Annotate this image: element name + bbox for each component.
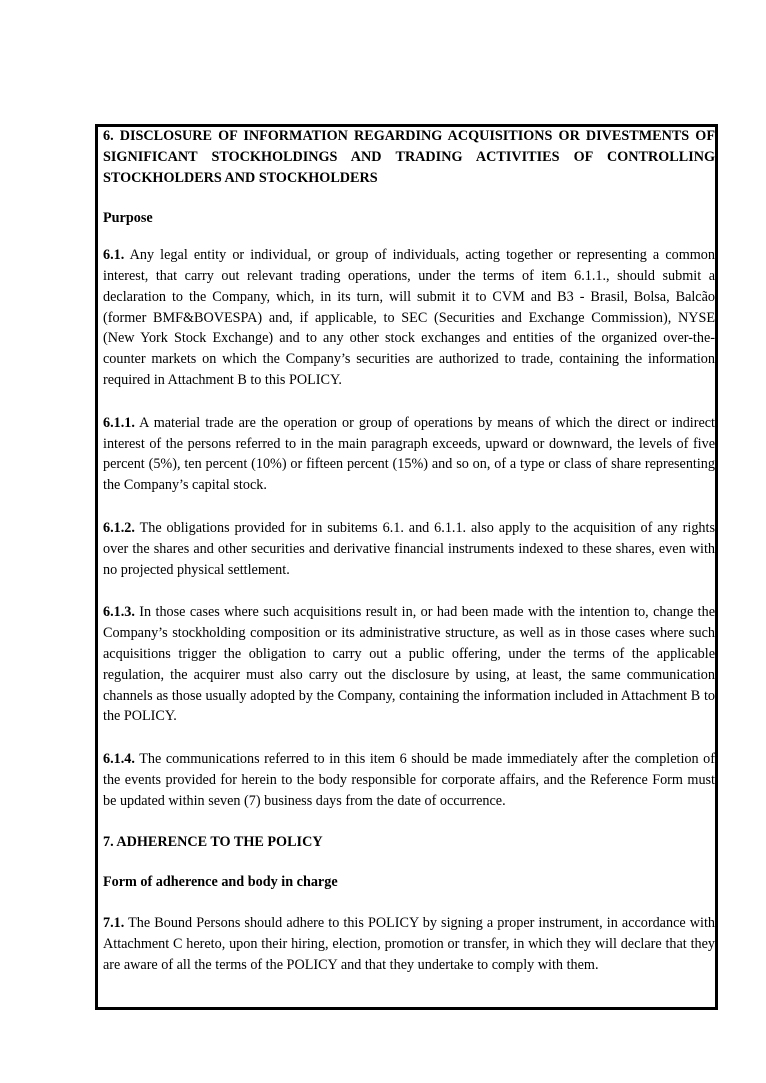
paragraph-text: Any legal entity or individual, or group of individuals, acting together or representing a common interest, that carry out relevant trading operations, under the terms of item 6.1.1., should submit a declaration to the Company, which, in its turn, will submit it to CVM and B3 - Brasil, Bolsa, Balcão (former BMF&BOVESPA) and, if applicable, to SEC (Securities and Exchange Commission), NYSE (New York Stock Exchange) and to any other stock exchanges and entities of the organized over-the-counter markets on which the Company’s securities are authorized to trade, containing the information required in Attachment B to this POLICY. (103, 247, 715, 388)
paragraph-number: 6.1. (103, 247, 125, 264)
section-6-subheading: Purpose (103, 210, 153, 227)
section-6-title: 6. DISCLOSURE OF INFORMATION REGARDING ACQUISITIONS OR DIVESTMENTS OF SIGNIFICANT STOCKHOLDINGS AND TRADING ACTIVITIES OF CONTROLLING STOCKHOLDERS AND STOCKHOLDERS (103, 128, 715, 186)
paragraph-6-1-2 (103, 518, 715, 580)
paragraph-text: A material trade are the operation or group of operations by means of which the direct or indirect interest of the persons referred to in the main paragraph exceeds, upward or downward, the levels of five percent (5%), ten percent (10%) or fifteen percent (15%) and so on, of a type or class of share representing the Company’s capital stock. (103, 414, 715, 494)
section-7-subheading: Form of adherence and body in charge (103, 874, 338, 891)
paragraph-text: The communications referred to in this item 6 should be made immediately after the completion of the events provided for herein to the body responsible for corporate affairs, and the Reference Form must be updated within seven (7) business days from the date of occurrence. (103, 751, 715, 809)
paragraph-number: 6.1.3. (103, 604, 135, 621)
paragraph-number: 6.1.2. (103, 519, 135, 536)
paragraph-7-1 (103, 913, 715, 975)
paragraph-text: The Bound Persons should adhere to this POLICY by signing a proper instrument, in accordance with Attachment C hereto, upon their hiring, election, promotion or transfer, in which they will declare that they are aware of all the terms of the POLICY and that they undertake to comply with them. (103, 915, 715, 973)
paragraph-6-1-4 (103, 749, 715, 811)
paragraph-number: 7.1. (103, 915, 125, 932)
paragraph-6-1 (103, 245, 715, 391)
document-content (103, 126, 715, 976)
section-7-title: 7. ADHERENCE TO THE POLICY (103, 833, 323, 850)
paragraph-6-1-3 (103, 602, 715, 727)
paragraph-text: In those cases where such acquisitions result in, or had been made with the intention to, change the Company’s stockholding composition or its administrative structure, as well as in those cases where such acquisitions trigger the obligation to carry out a public offering, under the terms of the applicable regulation, the acquirer must also carry out the disclosure by using, at least, the same communication channels as those usually adopted by the Company, containing the information included in Attachment B to the POLICY. (103, 604, 715, 725)
paragraph-text: The obligations provided for in subitems 6.1. and 6.1.1. also apply to the acquisition of any rights over the shares and other securities and derivative financial instruments indexed to these shares, even with no projected physical settlement. (103, 519, 715, 578)
paragraph-number: 6.1.1. (103, 414, 135, 431)
paragraph-number: 6.1.4. (103, 751, 135, 768)
paragraph-6-1-1 (103, 413, 715, 496)
